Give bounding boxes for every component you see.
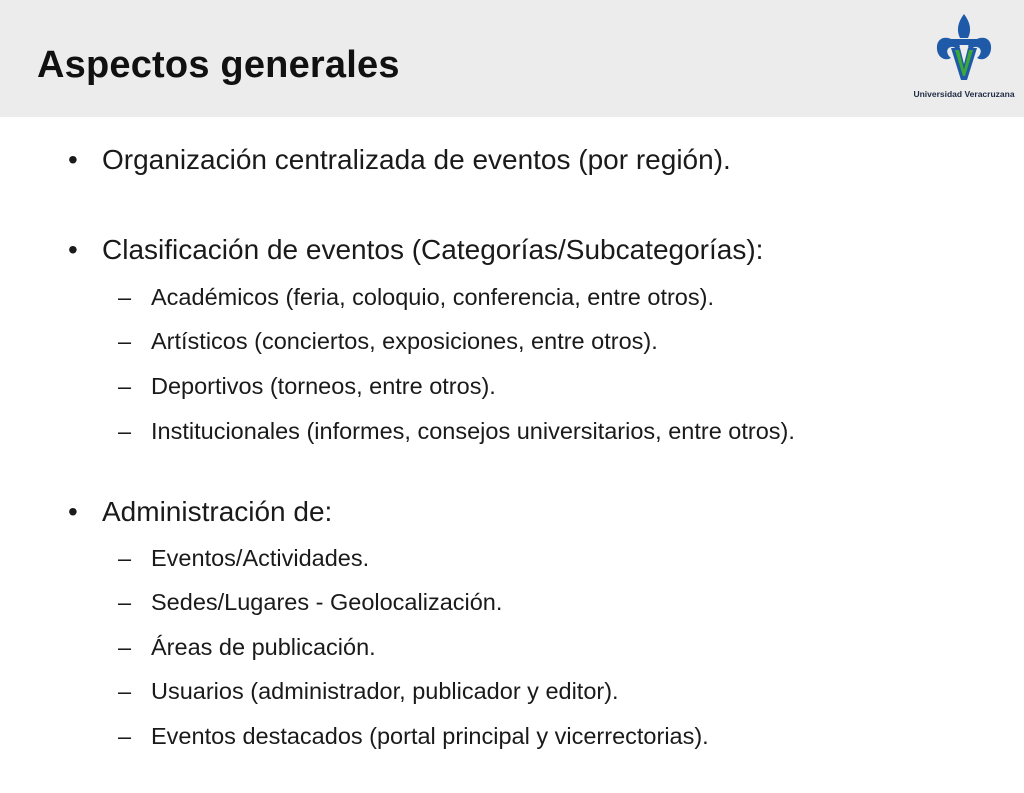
sub-text: Usuarios (administrador, publicador y editor). <box>151 678 619 704</box>
slide-header <box>0 0 1024 117</box>
sub-text: Eventos/Actividades. <box>151 545 370 571</box>
bullet-text: Administración de: <box>102 496 333 527</box>
sub-text: Institucionales (informes, consejos universitarios, entre otros). <box>151 418 795 444</box>
sub-marker: – <box>118 723 132 749</box>
bullet-text: Clasificación de eventos (Categorías/Subcategorías): <box>102 234 764 265</box>
sub-marker: – <box>118 589 132 615</box>
fleur-de-lis-icon <box>934 12 994 88</box>
sub-text: Académicos (feria, coloquio, conferencia, entre otros). <box>151 284 714 310</box>
sub-marker: – <box>118 373 132 399</box>
bullet-text: Organización centralizada de eventos (por región). <box>102 144 731 175</box>
slide-title: Aspectos generales <box>37 44 400 86</box>
sub-text: Áreas de publicación. <box>151 634 376 660</box>
sub-text: Sedes/Lugares - Geolocalización. <box>151 589 503 615</box>
bullet-marker: • <box>68 496 78 527</box>
sub-marker: – <box>118 634 132 660</box>
sub-marker: – <box>118 678 132 704</box>
sub-text: Artísticos (conciertos, exposiciones, entre otros). <box>151 328 658 354</box>
sub-text: Eventos destacados (portal principal y vicerrectorias). <box>151 723 709 749</box>
bullet-marker: • <box>68 234 78 265</box>
sub-marker: – <box>118 545 132 571</box>
sub-text: Deportivos (torneos, entre otros). <box>151 373 496 399</box>
bullet-marker: • <box>68 144 78 175</box>
university-logo <box>912 10 1016 106</box>
logo-wordmark: Universidad Veracruzana <box>913 89 1015 99</box>
sub-marker: – <box>118 418 132 444</box>
sub-marker: – <box>118 284 132 310</box>
sub-marker: – <box>118 328 132 354</box>
